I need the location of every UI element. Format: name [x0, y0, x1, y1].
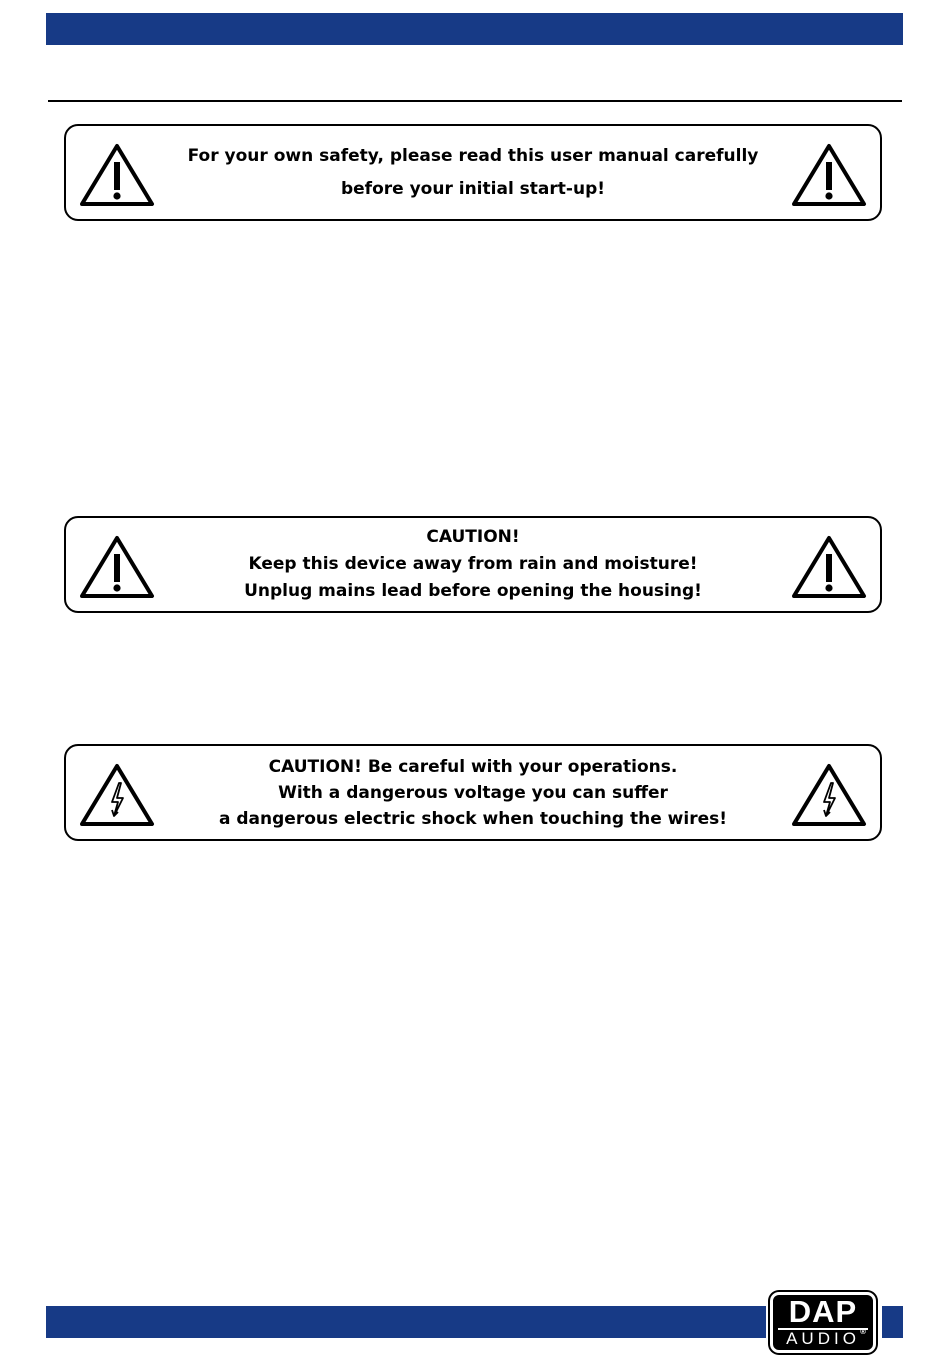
warning-line: before your initial start-up! — [340, 178, 605, 199]
exclamation-triangle-icon — [791, 142, 867, 208]
warning-text — [166, 126, 780, 219]
warning-line: Keep this device away from rain and moisture! — [248, 554, 698, 574]
exclamation-triangle-icon — [79, 534, 155, 600]
voltage-caution-box — [64, 744, 882, 841]
exclamation-triangle-icon — [79, 142, 155, 208]
header-bar — [46, 13, 903, 45]
moisture-caution-box — [64, 516, 882, 613]
footer-bar — [46, 1306, 766, 1338]
safety-warning-box — [64, 124, 882, 221]
header-divider — [48, 100, 902, 102]
warning-line: CAUTION! — [426, 527, 520, 547]
warning-line: With a dangerous voltage you can suffer — [278, 782, 668, 803]
high-voltage-triangle-icon — [791, 762, 867, 828]
warning-line: For your own safety, please read this user manual carefully — [187, 145, 759, 166]
warning-line: Unplug mains lead before opening the housing! — [244, 581, 702, 601]
warning-text — [166, 746, 780, 839]
dap-audio-logo — [770, 1292, 876, 1353]
exclamation-triangle-icon — [791, 534, 867, 600]
registered-mark: ® — [860, 1327, 867, 1336]
logo-top-text: DAP — [788, 1294, 858, 1329]
footer-bar-end — [882, 1306, 903, 1338]
logo-bottom-text: AUDIO — [778, 1328, 868, 1348]
warning-line: CAUTION! Be careful with your operations. — [268, 756, 678, 777]
warning-text — [166, 518, 780, 611]
warning-line: a dangerous electric shock when touching the wires! — [219, 808, 727, 829]
high-voltage-triangle-icon — [79, 762, 155, 828]
